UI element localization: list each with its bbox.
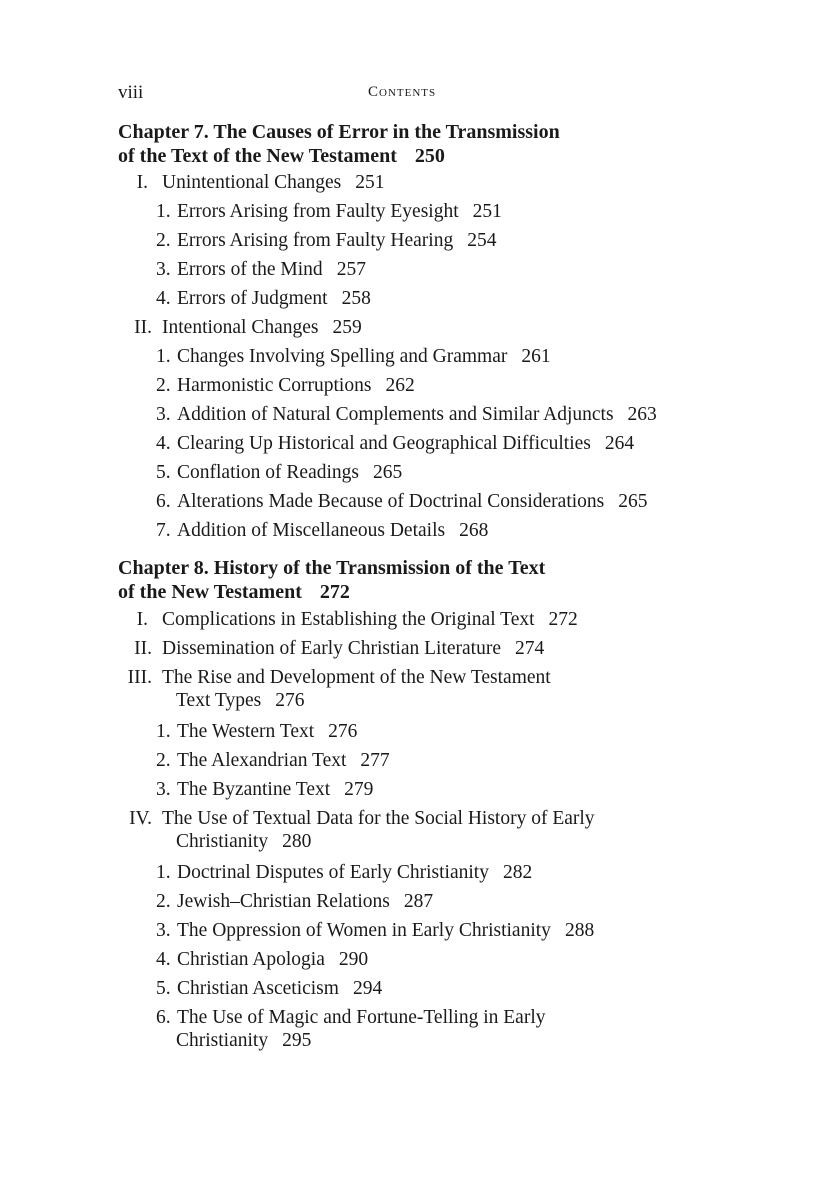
entry-label: The Byzantine Text xyxy=(177,779,331,800)
chapter-7-title-line2: of the Text of the New Testament xyxy=(118,145,397,167)
entry-label: Doctrinal Disputes of Early Christianity xyxy=(177,862,489,883)
item-num: 2. xyxy=(156,230,171,251)
chapter-8-heading xyxy=(118,556,678,604)
entry-label: Errors Arising from Faulty Hearing xyxy=(177,230,454,251)
toc-entry xyxy=(177,750,390,772)
toc-entry xyxy=(162,638,544,660)
entry-page: 276 xyxy=(328,721,358,742)
toc-entry xyxy=(177,462,402,484)
item-num: 7. xyxy=(156,520,171,541)
entry-page: 277 xyxy=(360,750,390,771)
toc-entry xyxy=(177,491,648,513)
entry-label: Alterations Made Because of Doctrinal Considerations xyxy=(177,491,605,512)
toc-entry xyxy=(177,978,382,1000)
entry-page: 287 xyxy=(403,891,434,912)
entry-label: Clearing Up Historical and Geographical Difficulties xyxy=(177,433,591,454)
item-num: 6. xyxy=(156,1007,171,1028)
entry-page: 257 xyxy=(336,259,366,280)
page-number: viii xyxy=(118,82,144,103)
entry-label: Harmonistic Corruptions xyxy=(177,375,372,396)
item-num: 4. xyxy=(156,288,171,309)
entry-label: Intentional Changes xyxy=(162,317,319,338)
item-num: 6. xyxy=(156,491,171,512)
entry-page: 276 xyxy=(275,690,305,711)
item-num: 1. xyxy=(156,201,171,222)
entry-page: 295 xyxy=(282,1030,312,1051)
toc-entry xyxy=(177,920,594,942)
entry-page: 263 xyxy=(627,404,657,425)
toc-entry xyxy=(177,433,634,455)
entry-label: Errors of the Mind xyxy=(177,259,323,280)
entry-page: 282 xyxy=(502,862,533,883)
toc-entry xyxy=(162,667,551,689)
running-head: Contents xyxy=(368,84,437,100)
entry-label: Addition of Miscellaneous Details xyxy=(177,520,446,541)
toc-entry xyxy=(177,862,532,884)
item-num: 4. xyxy=(156,949,171,970)
section-num: III. xyxy=(127,667,152,688)
toc-entry xyxy=(162,317,362,339)
entry-label: The Use of Textual Data for the Social History of Early xyxy=(162,808,595,829)
entry-page: 288 xyxy=(564,920,595,941)
entry-label: The Rise and Development of the New Testament xyxy=(162,667,551,688)
entry-label: Complications in Establishing the Original Text xyxy=(162,609,535,630)
section-num: II. xyxy=(134,317,152,338)
toc-entry xyxy=(177,346,551,368)
toc-entry-continuation xyxy=(176,1030,311,1052)
item-num: 3. xyxy=(156,404,171,425)
toc-entry xyxy=(177,1007,546,1029)
chapter-7-page: 250 xyxy=(414,145,445,167)
chapter-8-title-line2: of the New Testament xyxy=(118,581,302,603)
entry-page: 251 xyxy=(355,172,385,193)
entry-label: Christianity xyxy=(176,1030,269,1051)
entry-page: 265 xyxy=(618,491,648,512)
item-num: 3. xyxy=(156,259,171,280)
chapter-7-heading xyxy=(118,120,678,168)
toc-entry xyxy=(177,375,415,397)
entry-page: 290 xyxy=(338,949,369,970)
page-header xyxy=(118,82,718,106)
toc-entry xyxy=(177,201,502,223)
entry-page: 268 xyxy=(459,520,489,541)
item-num: 1. xyxy=(156,721,171,742)
item-num: 4. xyxy=(156,433,171,454)
toc-entry xyxy=(177,520,488,542)
toc-entry xyxy=(177,230,496,252)
entry-label: Errors Arising from Faulty Eyesight xyxy=(177,201,459,222)
entry-label: The Oppression of Women in Early Christianity xyxy=(177,920,551,941)
toc-entry xyxy=(177,949,368,971)
chapter-7-title-line1: Chapter 7. The Causes of Error in the Transmission xyxy=(118,121,560,143)
entry-page: 264 xyxy=(604,433,635,454)
toc-entry xyxy=(177,404,657,426)
entry-page: 272 xyxy=(548,609,578,630)
item-num: 3. xyxy=(156,920,171,941)
item-num: 2. xyxy=(156,750,171,771)
item-num: 1. xyxy=(156,862,171,883)
section-num: I. xyxy=(136,609,148,630)
toc-entry xyxy=(177,779,373,801)
entry-label: Christian Asceticism xyxy=(177,978,339,999)
entry-label: Conflation of Readings xyxy=(177,462,359,483)
entry-label: Unintentional Changes xyxy=(162,172,342,193)
entry-label: The Use of Magic and Fortune-Telling in Early xyxy=(177,1007,546,1028)
toc-entry-continuation xyxy=(176,690,304,712)
entry-page: 261 xyxy=(521,346,551,367)
entry-page: 280 xyxy=(282,831,312,852)
chapter-8-title-line1: Chapter 8. History of the Transmission of the Text xyxy=(118,557,546,579)
entry-page: 251 xyxy=(472,201,502,222)
entry-page: 258 xyxy=(341,288,371,309)
entry-label: Christianity xyxy=(176,831,269,852)
item-num: 5. xyxy=(156,462,171,483)
entry-page: 294 xyxy=(352,978,383,999)
entry-page: 259 xyxy=(332,317,362,338)
item-num: 2. xyxy=(156,375,171,396)
toc-entry xyxy=(162,808,595,830)
entry-page: 274 xyxy=(515,638,545,659)
toc-entry-continuation xyxy=(176,831,311,853)
entry-label: Text Types xyxy=(176,690,262,711)
entry-label: Dissemination of Early Christian Literature xyxy=(162,638,501,659)
section-num: IV. xyxy=(129,808,152,829)
entry-label: Jewish–Christian Relations xyxy=(177,891,390,912)
entry-label: Errors of Judgment xyxy=(177,288,328,309)
item-num: 5. xyxy=(156,978,171,999)
entry-label: Changes Involving Spelling and Grammar xyxy=(177,346,508,367)
toc-entry xyxy=(177,891,433,913)
toc-entry xyxy=(162,609,578,631)
entry-label: Christian Apologia xyxy=(177,949,325,970)
entry-label: Addition of Natural Complements and Similar Adjuncts xyxy=(177,404,614,425)
entry-page: 262 xyxy=(385,375,415,396)
item-num: 1. xyxy=(156,346,171,367)
section-num: I. xyxy=(136,172,148,193)
toc-entry xyxy=(177,259,366,281)
toc-entry xyxy=(177,288,371,310)
entry-page: 279 xyxy=(344,779,374,800)
entry-page: 265 xyxy=(372,462,403,483)
item-num: 3. xyxy=(156,779,171,800)
toc-entry xyxy=(177,721,357,743)
entry-label: The Western Text xyxy=(177,721,315,742)
item-num: 2. xyxy=(156,891,171,912)
entry-page: 254 xyxy=(467,230,497,251)
entry-label: The Alexandrian Text xyxy=(177,750,347,771)
chapter-8-page: 272 xyxy=(319,581,350,603)
section-num: II. xyxy=(134,638,152,659)
toc-entry xyxy=(162,172,385,194)
